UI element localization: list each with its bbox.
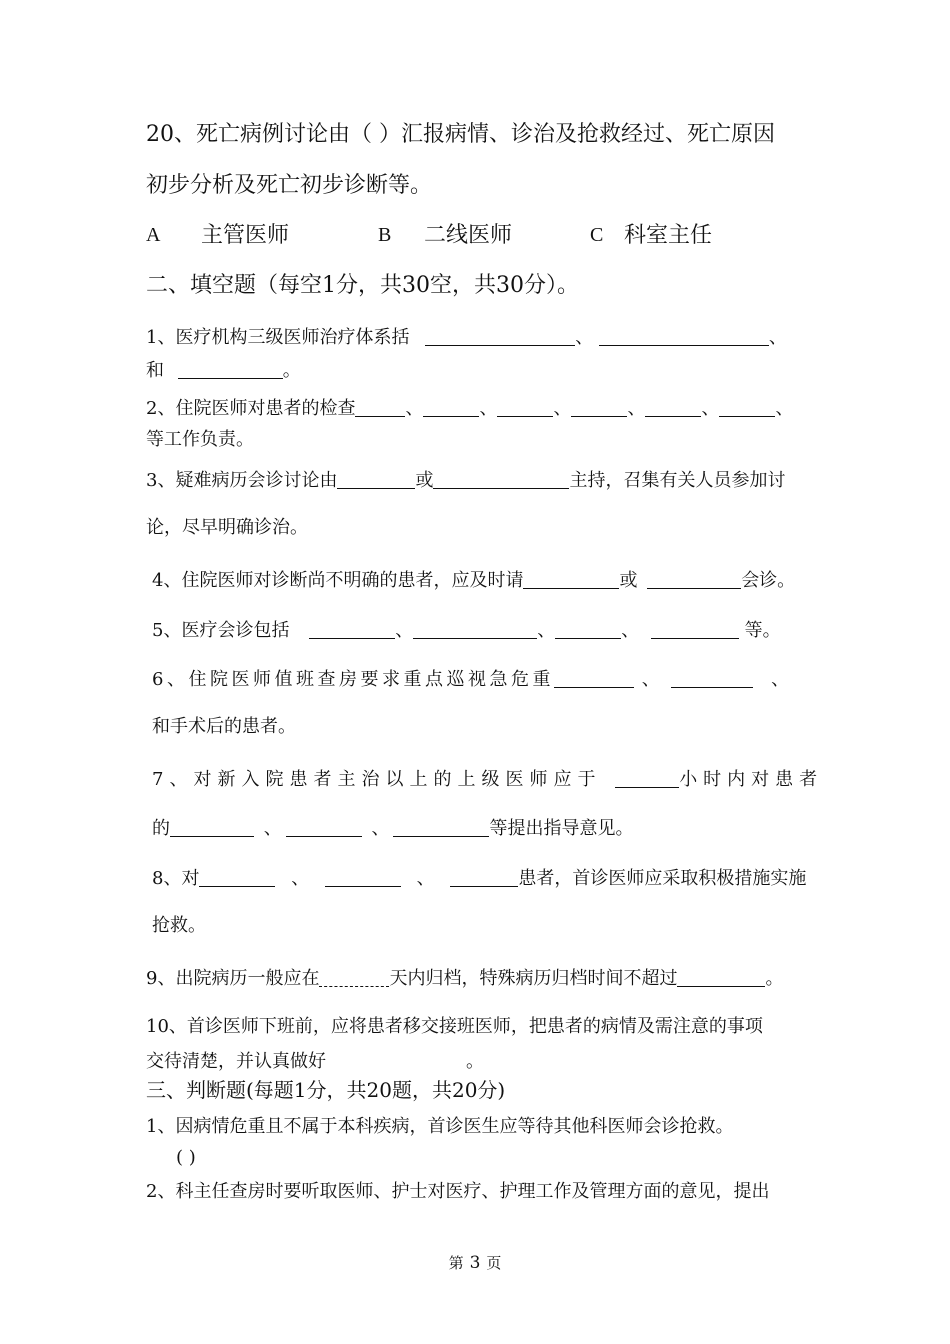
answer-blank[interactable] <box>355 398 405 417</box>
answer-blank[interactable] <box>325 868 401 887</box>
q20-line1: 20、死亡病例讨论由（ ）汇报病情、诊治及抢救经过、死亡原因 <box>146 122 775 147</box>
judge-q1-text: 1、因病情危重且不属于本科疾病，首诊医生应等待其他科医师会诊抢救。 <box>146 1116 734 1137</box>
answer-blank[interactable] <box>413 620 537 639</box>
fill-q10-line1: 10、首诊医师下班前，应将患者移交接班医师，把患者的病情及需注意的事项 <box>146 1016 763 1037</box>
fill-q9: 9、出院病历一般应在 天内归档，特殊病历归档时间不超过 。 <box>146 968 784 989</box>
answer-blank[interactable] <box>337 470 415 489</box>
judge-q1-answer-paren[interactable]: ( ) <box>176 1147 196 1168</box>
fill-q3-line1: 3、疑难病历会诊讨论由 或 主持，召集有关人员参加讨 <box>146 470 786 491</box>
option-c-letter: C <box>590 224 604 246</box>
answer-blank[interactable] <box>286 818 362 837</box>
answer-blank[interactable] <box>615 769 679 788</box>
answer-blank[interactable] <box>647 570 741 589</box>
fill-q5: 5、医疗会诊包括 、 、 、 等。 <box>152 620 781 641</box>
answer-blank[interactable] <box>178 360 283 379</box>
answer-blank[interactable] <box>719 398 775 417</box>
answer-blank[interactable] <box>523 570 619 589</box>
answer-blank[interactable] <box>571 398 627 417</box>
answer-blank[interactable] <box>677 968 765 987</box>
answer-blank[interactable] <box>651 620 739 639</box>
answer-blank[interactable] <box>199 868 275 887</box>
section3-heading: 三、判断题(每题1分，共20题，共20分) <box>146 1078 506 1102</box>
answer-blank[interactable] <box>497 398 553 417</box>
fill-q2-line2: 等工作负责。 <box>146 429 254 450</box>
answer-blank[interactable] <box>309 620 395 639</box>
fill-q10-line2: 交待清楚，并认真做好 。 <box>146 1051 484 1072</box>
fill-q3-line2: 论，尽早明确诊治。 <box>146 517 308 538</box>
answer-blank[interactable] <box>425 327 575 346</box>
answer-blank[interactable] <box>319 968 389 987</box>
option-c-text: 科室主任 <box>624 223 713 248</box>
section2-heading: 二、填空题（每空1分，共30空，共30分）。 <box>146 273 579 298</box>
option-b-text: 二线医师 <box>424 223 513 248</box>
judge-q2-text: 2、科主任查房时要听取医师、护士对医疗、护理工作及管理方面的意见，提出 <box>146 1181 770 1202</box>
answer-blank[interactable] <box>423 398 479 417</box>
option-b-letter: B <box>378 224 392 246</box>
fill-q8-line2: 抢救。 <box>152 915 206 936</box>
answer-blank[interactable] <box>599 327 769 346</box>
fill-q1-line1: 1、医疗机构三级医师治疗体系括 、 、 <box>146 327 787 348</box>
fill-q6-line2: 和手术后的患者。 <box>152 716 296 737</box>
option-a-text: 主管医师 <box>201 223 290 248</box>
fill-q2-line1: 2、住院医师对患者的检查 、 、 、 、 、 、 <box>146 398 794 419</box>
answer-blank[interactable] <box>671 669 753 688</box>
answer-blank[interactable] <box>393 818 489 837</box>
answer-blank[interactable] <box>433 470 569 489</box>
answer-blank[interactable] <box>555 620 621 639</box>
fill-q6-line1: 6、住院医师值班查房要求重点巡视急危重 、 、 <box>152 669 790 690</box>
fill-q8-line1: 8、对 、 、 患者，首诊医师应采取积极措施实施 <box>152 868 807 889</box>
fill-q7-line1: 7、对新入院患者主治以上的上级医师应于 小时内对患者 <box>152 769 824 790</box>
answer-blank[interactable] <box>170 818 254 837</box>
page-footer: 第 3 页 <box>448 1253 502 1273</box>
answer-blank[interactable] <box>450 868 518 887</box>
fill-q7-line2: 的 、 、 等提出指导意见。 <box>152 818 634 839</box>
answer-blank[interactable] <box>554 669 634 688</box>
q20-line2: 初步分析及死亡初步诊断等。 <box>146 173 433 198</box>
option-a-letter: A <box>146 224 161 246</box>
fill-q4: 4、住院医师对诊断尚不明确的患者，应及时请 或 会诊。 <box>152 570 796 591</box>
answer-blank[interactable] <box>645 398 701 417</box>
fill-q1-line2: 和 。 <box>146 360 301 381</box>
page-number: 3 <box>469 1253 481 1273</box>
